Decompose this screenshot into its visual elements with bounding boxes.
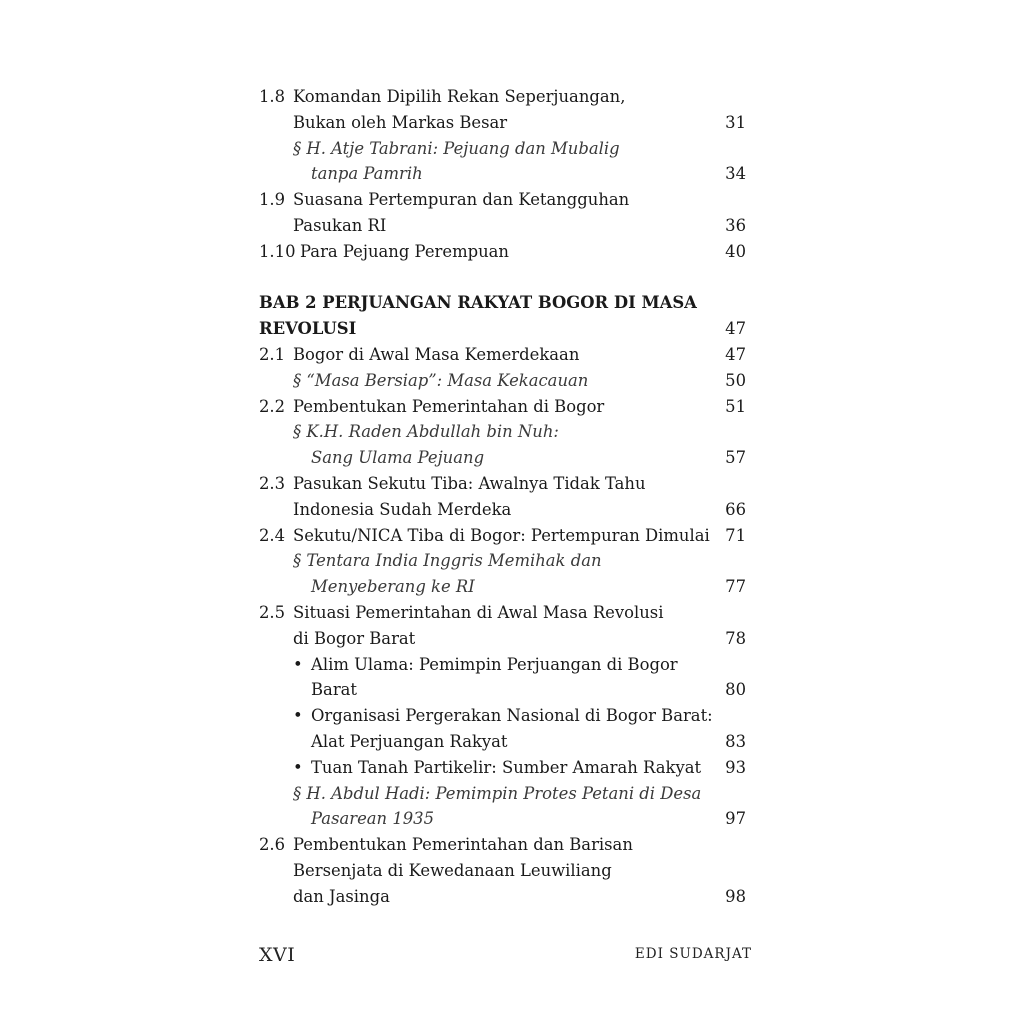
toc-entry xyxy=(259,342,746,368)
toc-entry-title: § H. Atje Tabrani: Pejuang dan Mubalig xyxy=(293,138,620,158)
toc-entry xyxy=(259,858,746,884)
toc-entry xyxy=(259,213,746,239)
toc-entry-page: 77 xyxy=(725,577,746,597)
toc-entry-title: Pembentukan Pemerintahan di Bogor xyxy=(293,396,605,416)
toc-entry xyxy=(259,445,746,471)
toc-entry-title: Para Pejuang Perempuan xyxy=(300,241,509,261)
toc-entry-title: Menyeberang ke RI xyxy=(311,577,475,597)
toc-entry-title: § H. Abdul Hadi: Pemimpin Protes Petani di Desa xyxy=(293,783,702,803)
toc-entry-page: 40 xyxy=(725,241,746,261)
toc-entry-title: Organisasi Pergerakan Nasional di Bogor Barat: xyxy=(311,706,713,726)
toc-entry-title: Bersenjata di Kewedanaan Leuwiliang xyxy=(293,860,612,880)
toc-entry xyxy=(259,394,746,420)
toc-entry xyxy=(259,652,746,678)
toc-entry-title: Pasukan Sekutu Tiba: Awalnya Tidak Tahu xyxy=(293,473,646,493)
toc-entry-number: 2.5 xyxy=(259,602,286,622)
toc-entry-page: 78 xyxy=(725,628,746,648)
toc-entry-page: 57 xyxy=(725,448,746,468)
toc-entry-title: Alat Perjuangan Rakyat xyxy=(311,731,508,751)
toc-entry xyxy=(259,806,746,832)
toc-entry-title: Pembentukan Pemerintahan dan Barisan xyxy=(293,835,633,855)
toc-entry-page: 36 xyxy=(725,215,746,235)
toc-entry-number: 2.3 xyxy=(259,473,286,493)
toc-entry-page: 93 xyxy=(725,757,746,777)
toc-entry-number: 1.8 xyxy=(259,87,286,106)
toc-entry-number: 2.1 xyxy=(259,344,286,364)
toc-entry xyxy=(259,136,746,162)
toc-entry-title: Alim Ulama: Pemimpin Perjuangan di Bogor xyxy=(311,654,678,674)
toc-entry xyxy=(259,110,746,136)
toc-entry-title: REVOLUSI xyxy=(259,319,357,339)
toc-entry-page: 50 xyxy=(725,370,746,390)
toc-entry-title: tanpa Pamrih xyxy=(311,164,423,184)
toc-entry xyxy=(259,574,746,600)
toc-entry-title: § “Masa Bersiap”: Masa Kekacauan xyxy=(293,370,589,390)
bullet-icon: • xyxy=(293,757,303,777)
toc-entry-page: 98 xyxy=(725,886,746,906)
toc-entry-number: 1.9 xyxy=(259,190,286,210)
toc-entry-title: Tuan Tanah Partikelir: Sumber Amarah Rakyat xyxy=(311,757,702,777)
toc-entry xyxy=(259,600,746,626)
toc-entry xyxy=(259,316,746,342)
toc-entry-title: Pasarean 1935 xyxy=(311,809,435,829)
toc-entry xyxy=(259,239,746,265)
toc-entry-title: Sekutu/NICA Tiba di Bogor: Pertempuran Dimulai xyxy=(293,525,710,545)
toc-entry xyxy=(259,729,746,755)
toc-entry-number: 2.2 xyxy=(259,396,286,416)
toc-entry xyxy=(259,832,746,858)
running-author: EDI SUDARJAT xyxy=(634,946,752,962)
toc-entry-number: 2.6 xyxy=(259,835,286,855)
toc-entry-page: 34 xyxy=(725,164,746,184)
toc-entry-page: 66 xyxy=(725,499,746,519)
toc-entry xyxy=(259,548,746,574)
toc-entry-title: Bukan oleh Markas Besar xyxy=(293,112,508,132)
toc-entry-title: Situasi Pemerintahan di Awal Masa Revolusi xyxy=(293,602,664,622)
bullet-icon: • xyxy=(293,706,303,726)
toc-entry xyxy=(259,497,746,523)
toc-entry xyxy=(259,368,746,394)
toc-entry-title: § Tentara India Inggris Memihak dan xyxy=(293,551,602,571)
toc-entry-number: 2.4 xyxy=(259,525,286,545)
toc-entry xyxy=(259,626,746,652)
toc-entry-page: 71 xyxy=(725,525,746,545)
toc-entry-page: 83 xyxy=(725,731,746,751)
toc-entry-title: Barat xyxy=(311,680,358,700)
page-number: XVI xyxy=(259,944,296,966)
toc-entry-title: di Bogor Barat xyxy=(293,628,416,648)
toc-entry-page: 47 xyxy=(725,319,746,339)
toc-entry xyxy=(259,884,746,910)
toc-entry-title: Indonesia Sudah Merdeka xyxy=(293,499,512,519)
toc-entry xyxy=(259,84,746,110)
toc-entry xyxy=(259,187,746,213)
toc-entry xyxy=(259,755,746,781)
toc-entry xyxy=(259,471,746,497)
toc-entry xyxy=(259,290,746,316)
toc-entry-title: Suasana Pertempuran dan Ketangguhan xyxy=(293,190,630,210)
toc-entry-page: 31 xyxy=(725,112,746,132)
toc-entry xyxy=(259,781,746,807)
page-footer xyxy=(259,944,752,968)
table-of-contents xyxy=(259,84,746,910)
toc-entry xyxy=(259,677,746,703)
toc-entry xyxy=(259,523,746,549)
toc-entry xyxy=(259,161,746,187)
toc-entry-page: 97 xyxy=(725,809,746,829)
toc-entry xyxy=(259,703,746,729)
toc-entry-title: Sang Ulama Pejuang xyxy=(311,448,485,468)
bullet-icon: • xyxy=(293,654,303,674)
toc-entry xyxy=(259,419,746,445)
toc-entry-page: 47 xyxy=(725,344,746,364)
toc-entry-title: Komandan Dipilih Rekan Seperjuangan, xyxy=(293,87,626,106)
toc-entry-title: dan Jasinga xyxy=(293,886,390,906)
toc-entry-title: BAB 2 PERJUANGAN RAKYAT BOGOR DI MASA xyxy=(259,293,697,313)
toc-entry-page: 51 xyxy=(725,396,746,416)
toc-entry-title: Bogor di Awal Masa Kemerdekaan xyxy=(293,344,580,364)
toc-entry-title: Pasukan RI xyxy=(293,215,387,235)
toc-entry-title: § K.H. Raden Abdullah bin Nuh: xyxy=(293,422,559,442)
toc-entry-page: 80 xyxy=(725,680,746,700)
toc-entry-number: 1.10 xyxy=(259,241,296,261)
